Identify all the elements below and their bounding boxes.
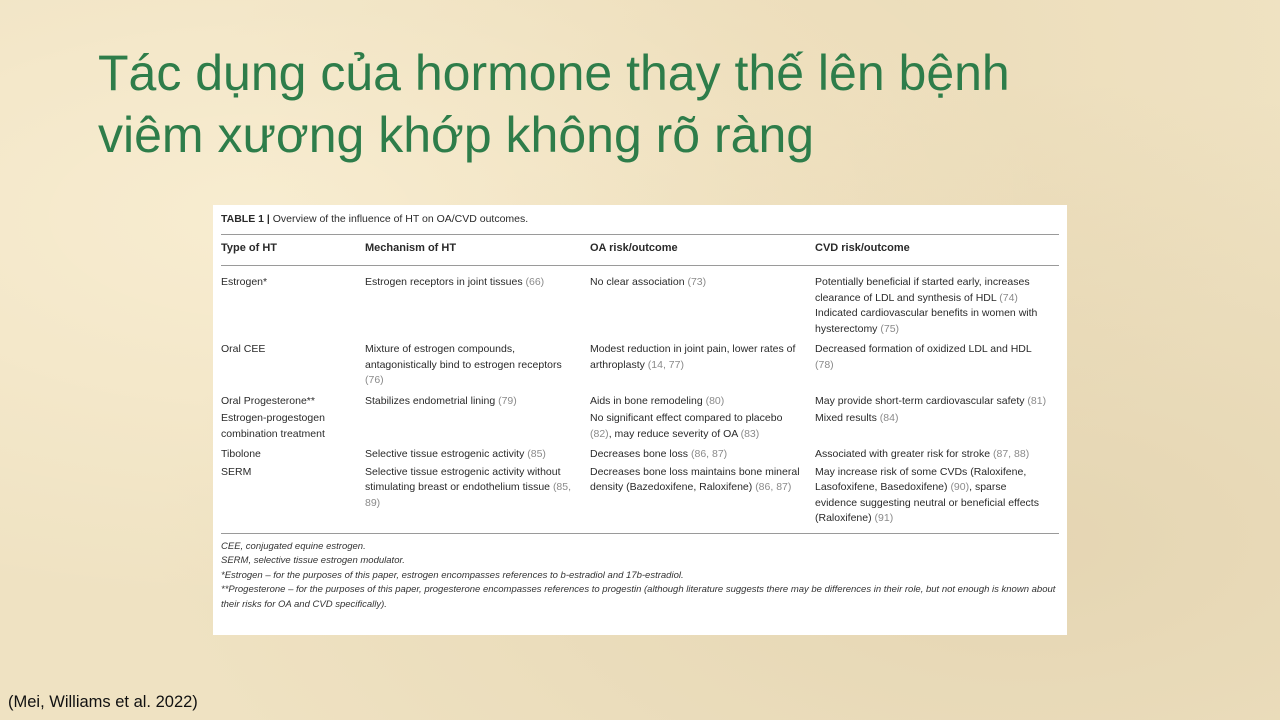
footnote: *Estrogen – for the purposes of this paper, estrogen encompasses references to b-estradiol and 17b-estradiol. <box>221 569 684 581</box>
cell-type: SERM <box>221 463 365 534</box>
cell-type: Tibolone <box>221 448 261 460</box>
reference: (87, 88) <box>993 448 1030 460</box>
cell-type: Estrogen* <box>221 276 268 288</box>
oa-text: Decreases bone loss maintains bone mineral density (Bazedoxifene, Raloxifene) <box>590 465 800 493</box>
table-footnotes <box>221 540 1059 613</box>
reference: (66) <box>525 276 545 288</box>
cell-oa <box>590 337 815 389</box>
table-row <box>221 409 1059 442</box>
table-header-row <box>221 235 1059 266</box>
reference: (91) <box>874 512 894 524</box>
oa-text: Aids in bone remodeling <box>590 394 703 407</box>
reference: (84) <box>879 412 899 424</box>
cell-cvd <box>815 266 1059 338</box>
footnote: CEE, conjugated equine estrogen. <box>221 540 366 552</box>
cvd-text: Potentially beneficial if started early, increases clearance of LDL and synthesis of HDL <box>815 276 1030 304</box>
header-mechanism: Mechanism of HT <box>365 235 590 266</box>
cell-cvd <box>815 389 1059 410</box>
reference: (75) <box>880 322 900 335</box>
mechanism-text: Selective tissue estrogenic activity without stimulating breast or endothelium tissue <box>365 465 561 493</box>
reference: (73) <box>687 276 707 288</box>
cell-cvd <box>815 337 1059 389</box>
cvd-text: Indicated cardiovascular benefits in women with hysterectomy <box>815 307 1038 335</box>
cvd-text: May provide short-term cardiovascular safety <box>815 394 1025 407</box>
reference: (83) <box>740 427 760 440</box>
caption-text: Overview of the influence of HT on OA/CVD outcomes. <box>272 213 529 225</box>
table-row <box>221 337 1059 389</box>
cell-cvd <box>815 463 1059 534</box>
table-caption <box>221 212 1059 226</box>
header-cvd: CVD risk/outcome <box>815 235 1059 266</box>
cell-type: Estrogen-progestogen combination treatment <box>221 412 325 440</box>
cvd-text: Mixed results <box>815 412 877 424</box>
cell-mechanism <box>365 389 590 410</box>
oa-text: , may reduce severity of OA <box>608 427 738 440</box>
title-line-2: viêm xương khớp không rõ ràng <box>98 107 815 163</box>
reference: (82) <box>590 427 609 440</box>
cvd-text: Decreased formation of oxidized LDL and HDL <box>815 343 1032 355</box>
mechanism-text: Stabilizes endometrial lining <box>365 394 496 407</box>
cvd-text: , sparse evidence suggesting neutral or beneficial effects (Raloxifene) <box>815 481 1039 524</box>
table-row <box>221 442 1059 463</box>
cvd-text: May increase risk of some CVDs (Raloxifene, Lasofoxifene, Basedoxifene) <box>815 465 1027 493</box>
cell-mechanism <box>365 266 590 338</box>
footnote: **Progesterone – for the purposes of this paper, progesterone encompasses references to progestin (although literature suggests there may be differences in their role, but not enough is known about their risks for OA and CVD specifically). <box>221 584 1056 610</box>
cell-oa <box>590 409 815 442</box>
cell-mechanism <box>365 442 590 463</box>
reference: (80) <box>705 394 725 407</box>
header-oa: OA risk/outcome <box>590 235 815 266</box>
cell-cvd <box>815 442 1059 463</box>
table-image <box>213 205 1067 635</box>
cell-oa <box>590 463 815 534</box>
mechanism-text: Estrogen receptors in joint tissues <box>365 276 523 288</box>
cell-type: Oral Progesterone** <box>221 394 315 407</box>
cell-oa <box>590 266 815 338</box>
cell-mechanism <box>365 463 590 534</box>
reference: (79) <box>498 394 517 407</box>
oa-text: Decreases bone loss <box>590 448 689 460</box>
slide-title <box>98 42 1218 166</box>
reference: (86, 87) <box>690 448 728 460</box>
footnote: SERM, selective tissue estrogen modulator. <box>221 555 405 566</box>
table-row <box>221 266 1059 338</box>
reference: (74) <box>999 291 1018 304</box>
reference: (85) <box>527 448 546 460</box>
reference: (14, 77) <box>647 358 684 371</box>
caption-label: TABLE 1 | <box>221 213 270 225</box>
cell-oa <box>590 442 815 463</box>
reference: (86, 87) <box>755 481 792 493</box>
cell-mechanism <box>365 409 590 442</box>
ht-outcomes-table <box>221 234 1059 534</box>
table-row <box>221 389 1059 410</box>
cell-type: Oral CEE <box>221 343 266 355</box>
cell-mechanism <box>365 337 590 389</box>
title-line-1: Tác dụng của hormone thay thế lên bệnh <box>98 45 1010 101</box>
reference: (76) <box>365 374 384 386</box>
cvd-text: Associated with greater risk for stroke <box>815 448 991 460</box>
oa-text: No clear association <box>590 276 685 288</box>
cell-cvd <box>815 409 1059 442</box>
header-type: Type of HT <box>221 235 365 266</box>
reference: (78) <box>815 358 834 371</box>
oa-text: No significant effect compared to placebo <box>590 412 783 424</box>
table-row <box>221 463 1059 534</box>
reference: (81) <box>1027 394 1047 407</box>
oa-text: Modest reduction in joint pain, lower rates of arthroplasty <box>590 343 796 371</box>
reference: (90) <box>950 481 970 493</box>
reference: (85, 89) <box>365 481 572 509</box>
source-citation: (Mei, Williams et al. 2022) <box>8 693 198 711</box>
mechanism-text: Selective tissue estrogenic activity <box>365 448 525 460</box>
mechanism-text: Mixture of estrogen compounds, antagonistically bind to estrogen receptors <box>365 343 562 371</box>
cell-oa <box>590 389 815 410</box>
